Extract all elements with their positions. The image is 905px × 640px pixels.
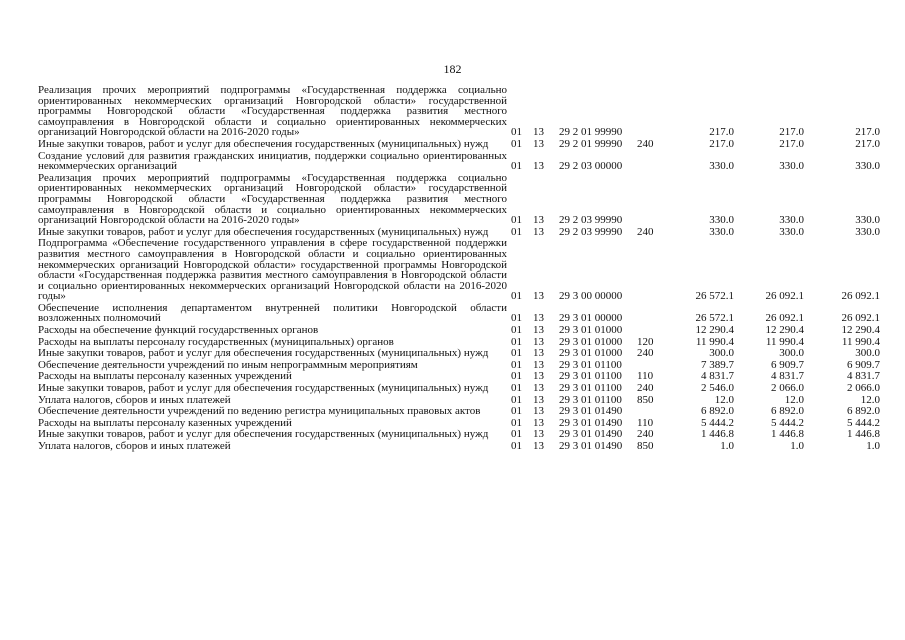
amount-2018-cell: 5 444.2: [701, 416, 734, 429]
expense-type-cell: 120: [637, 335, 654, 348]
target-article-cell: 29 3 01 00000: [559, 312, 623, 325]
section-code-cell: 01: [511, 416, 522, 429]
amount-2020-cell: 4 831.7: [847, 370, 880, 383]
amount-2019-cell: 5 444.2: [771, 416, 804, 429]
amount-2018-cell: 12.0: [714, 393, 734, 406]
expense-type-cell: [637, 173, 662, 227]
table-row: [38, 441, 880, 453]
subsection-code-cell: 13: [533, 160, 544, 173]
amount-2020-cell: 330.0: [855, 225, 880, 238]
table-row: [38, 151, 880, 173]
subsection-code-cell: 13: [533, 440, 544, 452]
amount-2020-cell: 12.0: [860, 393, 880, 406]
section-code-cell: 01: [511, 440, 522, 452]
amount-2020-cell: 26 092.1: [841, 312, 880, 325]
expense-name-cell: Иные закупки товаров, работ и услуг для обеспечения государственных (муниципальных) нужд: [38, 382, 489, 395]
amount-2018-cell: 300.0: [709, 347, 734, 360]
expense-name-cell: Обеспечение деятельности учреждений по ведению регистра муниципальных правовых актов: [38, 405, 481, 418]
amount-2018-cell: 217.0: [709, 137, 734, 150]
target-article-cell: 29 2 03 99990: [559, 214, 623, 227]
section-code-cell: 01: [511, 225, 522, 238]
target-article-cell: 29 2 03 99990: [559, 225, 623, 238]
amount-2019-cell: 1 446.8: [771, 428, 804, 441]
subsection-code-cell: 13: [533, 290, 544, 303]
amount-2019-cell: 1.0: [790, 440, 804, 452]
target-article-cell: 29 3 01 01100: [559, 382, 622, 395]
amount-2020-cell: 330.0: [855, 160, 880, 173]
subsection-code-cell: 13: [533, 347, 544, 360]
table-row: [38, 325, 880, 337]
amount-2018-cell: 330.0: [709, 225, 734, 238]
expense-type-cell: 110: [637, 416, 654, 429]
expense-type-cell: 240: [637, 225, 654, 238]
amount-2020-cell: 6 909.7: [847, 358, 880, 371]
subsection-code-cell: 13: [533, 393, 544, 406]
expense-name-cell: Обеспечение исполнения департаментом внутренней политики Новгородской области возложенных полномочий: [38, 301, 507, 325]
section-code-cell: 01: [511, 324, 522, 337]
table-row: [38, 173, 880, 227]
target-article-cell: 29 3 01 01100: [559, 393, 622, 406]
target-article-cell: 29 3 01 01490: [559, 416, 623, 429]
target-article-cell: 29 2 01 99990: [559, 137, 623, 150]
amount-2018-cell: 6 892.0: [701, 405, 734, 418]
expense-name-cell: Создание условий для развития гражданских инициатив, поддержки социально ориентированных некоммерческих организаций: [38, 149, 507, 173]
expense-name-cell: Иные закупки товаров, работ и услуг для обеспечения государственных (муниципальных) нужд: [38, 428, 489, 441]
target-article-cell: 29 3 01 01000: [559, 347, 623, 360]
expense-name-cell: Иные закупки товаров, работ и услуг для обеспечения государственных (муниципальных) нужд: [38, 347, 489, 360]
expense-type-cell: [637, 85, 662, 139]
amount-2019-cell: 300.0: [779, 347, 804, 360]
section-code-cell: 01: [511, 160, 522, 173]
target-article-cell: 29 3 01 01000: [559, 324, 623, 337]
expense-type-cell: 240: [637, 347, 654, 360]
budget-table-body: [38, 85, 880, 453]
amount-2019-cell: 12 290.4: [765, 324, 804, 337]
subsection-code-cell: 13: [533, 405, 544, 418]
amount-2020-cell: 12 290.4: [841, 324, 880, 337]
page-number: 182: [443, 62, 462, 76]
target-article-cell: 29 2 03 00000: [559, 160, 623, 173]
subsection-code-cell: 13: [533, 126, 544, 139]
section-code-cell: 01: [511, 358, 522, 371]
amount-2019-cell: 12.0: [784, 393, 804, 406]
amount-2019-cell: 11 990.4: [765, 335, 804, 348]
expense-name-cell: Расходы на выплаты персоналу казенных учреждений: [38, 370, 292, 383]
target-article-cell: 29 3 01 01100: [559, 370, 622, 383]
amount-2019-cell: 330.0: [779, 160, 804, 173]
amount-2018-cell: 7 389.7: [701, 358, 734, 371]
expense-type-cell: 110: [637, 370, 654, 383]
amount-2020-cell: 1.0: [866, 440, 880, 452]
table-row: [38, 238, 880, 303]
amount-2018-cell: 26 572.1: [695, 312, 734, 325]
amount-2020-cell: 217.0: [855, 137, 880, 150]
amount-2018-cell: 1.0: [720, 440, 734, 452]
expense-name-cell: Уплата налогов, сборов и иных платежей: [38, 440, 231, 452]
section-code-cell: 01: [511, 290, 522, 303]
subsection-code-cell: 13: [533, 370, 544, 383]
subsection-code-cell: 13: [533, 416, 544, 429]
section-code-cell: 01: [511, 312, 522, 325]
expense-name-cell: Иные закупки товаров, работ и услуг для обеспечения государственных (муниципальных) нужд: [38, 137, 489, 150]
expense-type-cell: [637, 151, 662, 173]
expense-type-cell: 240: [637, 137, 654, 150]
expense-type-cell: 240: [637, 428, 654, 441]
amount-2018-cell: 217.0: [709, 126, 734, 139]
amount-2018-cell: 330.0: [709, 160, 734, 173]
amount-2019-cell: 330.0: [779, 214, 804, 227]
expense-type-cell: 850: [637, 440, 654, 452]
expense-type-cell: 850: [637, 393, 654, 406]
amount-2020-cell: 6 892.0: [847, 405, 880, 418]
section-code-cell: 01: [511, 137, 522, 150]
subsection-code-cell: 13: [533, 225, 544, 238]
amount-2018-cell: 330.0: [709, 214, 734, 227]
amount-2018-cell: 12 290.4: [695, 324, 734, 337]
amount-2019-cell: 2 066.0: [771, 382, 804, 395]
expense-name-cell: Реализация прочих мероприятий подпрограммы «Государственная поддержка социально ориентированных некоммерческих организаций Новгородской области» государственной программы Новгородской области «Государственная поддержка развития местного самоуправления в Новгородской области и социально ориентированных некоммерческих организаций Новгородской области на 2016-2020 годы»: [38, 84, 507, 139]
amount-2020-cell: 26 092.1: [841, 290, 880, 303]
table-row: [38, 85, 880, 139]
subsection-code-cell: 13: [533, 382, 544, 395]
expense-name-cell: Подпрограмма «Обеспечение государственного управления в сфере государственной поддержки развития местного самоуправления в Новгородской области и социально ориентированных некоммерческих организаций Новгородской области» государственной программы Новгородской области «Государственная поддержка развития местного самоуправления в Новгородской области и социально ориентированных некоммерческих организаций Новгородской области на 2016-2020 годы»: [38, 237, 507, 303]
amount-2020-cell: 330.0: [855, 214, 880, 227]
expense-type-cell: [637, 238, 662, 303]
target-article-cell: 29 3 01 01000: [559, 335, 623, 348]
amount-2020-cell: 300.0: [855, 347, 880, 360]
amount-2018-cell: 4 831.7: [701, 370, 734, 383]
amount-2019-cell: 217.0: [779, 126, 804, 139]
amount-2018-cell: 1 446.8: [701, 428, 734, 441]
expense-type-cell: 240: [637, 382, 654, 395]
table-row: [38, 383, 880, 395]
target-article-cell: 29 3 01 01490: [559, 428, 623, 441]
amount-2020-cell: 1 446.8: [847, 428, 880, 441]
target-article-cell: 29 2 01 99990: [559, 126, 623, 139]
subsection-code-cell: 13: [533, 312, 544, 325]
section-code-cell: 01: [511, 347, 522, 360]
amount-2018-cell: 2 546.0: [701, 382, 734, 395]
subsection-code-cell: 13: [533, 324, 544, 337]
amount-2020-cell: 5 444.2: [847, 416, 880, 429]
expense-name-cell: Обеспечение деятельности учреждений по иным непрограммным мероприятиям: [38, 358, 418, 371]
amount-2019-cell: 6 892.0: [771, 405, 804, 418]
amount-2020-cell: 2 066.0: [847, 382, 880, 395]
table-row: [38, 139, 880, 151]
amount-2019-cell: 26 092.1: [765, 312, 804, 325]
target-article-cell: 29 3 00 00000: [559, 290, 623, 303]
section-code-cell: 01: [511, 428, 522, 441]
target-article-cell: 29 3 01 01490: [559, 440, 623, 452]
expense-name-cell: Расходы на выплаты персоналу государственных (муниципальных) органов: [38, 335, 394, 348]
expense-name-cell: Расходы на выплаты персоналу казенных учреждений: [38, 416, 292, 429]
target-article-cell: 29 3 01 01100: [559, 358, 622, 371]
budget-table: [38, 85, 880, 453]
section-code-cell: 01: [511, 393, 522, 406]
expense-type-cell: [637, 303, 662, 325]
amount-2020-cell: 11 990.4: [841, 335, 880, 348]
expense-name-cell: Иные закупки товаров, работ и услуг для обеспечения государственных (муниципальных) нужд: [38, 225, 489, 238]
amount-2018-cell: 11 990.4: [695, 335, 734, 348]
amount-2019-cell: 26 092.1: [765, 290, 804, 303]
amount-2019-cell: 217.0: [779, 137, 804, 150]
section-code-cell: 01: [511, 126, 522, 139]
subsection-code-cell: 13: [533, 335, 544, 348]
subsection-code-cell: 13: [533, 358, 544, 371]
amount-2019-cell: 330.0: [779, 225, 804, 238]
expense-name-cell: Реализация прочих мероприятий подпрограммы «Государственная поддержка социально ориентированных некоммерческих организаций Новгородской области» государственной программы Новгородской области «Государственная поддержка развития местного самоуправления в Новгородской области и социально ориентированных некоммерческих организаций Новгородской области на 2016-2020 годы»: [38, 171, 507, 227]
amount-2018-cell: 26 572.1: [695, 290, 734, 303]
subsection-code-cell: 13: [533, 214, 544, 227]
section-code-cell: 01: [511, 370, 522, 383]
expense-name-cell: Расходы на обеспечение функций государственных органов: [38, 324, 319, 337]
table-row: [38, 303, 880, 325]
section-code-cell: 01: [511, 405, 522, 418]
expense-name-cell: Уплата налогов, сборов и иных платежей: [38, 393, 231, 406]
amount-2020-cell: 217.0: [855, 126, 880, 139]
target-article-cell: 29 3 01 01490: [559, 405, 623, 418]
subsection-code-cell: 13: [533, 137, 544, 150]
expense-type-cell: [637, 325, 662, 337]
section-code-cell: 01: [511, 335, 522, 348]
subsection-code-cell: 13: [533, 428, 544, 441]
amount-2019-cell: 6 909.7: [771, 358, 804, 371]
section-code-cell: 01: [511, 382, 522, 395]
section-code-cell: 01: [511, 214, 522, 227]
amount-2019-cell: 4 831.7: [771, 370, 804, 383]
